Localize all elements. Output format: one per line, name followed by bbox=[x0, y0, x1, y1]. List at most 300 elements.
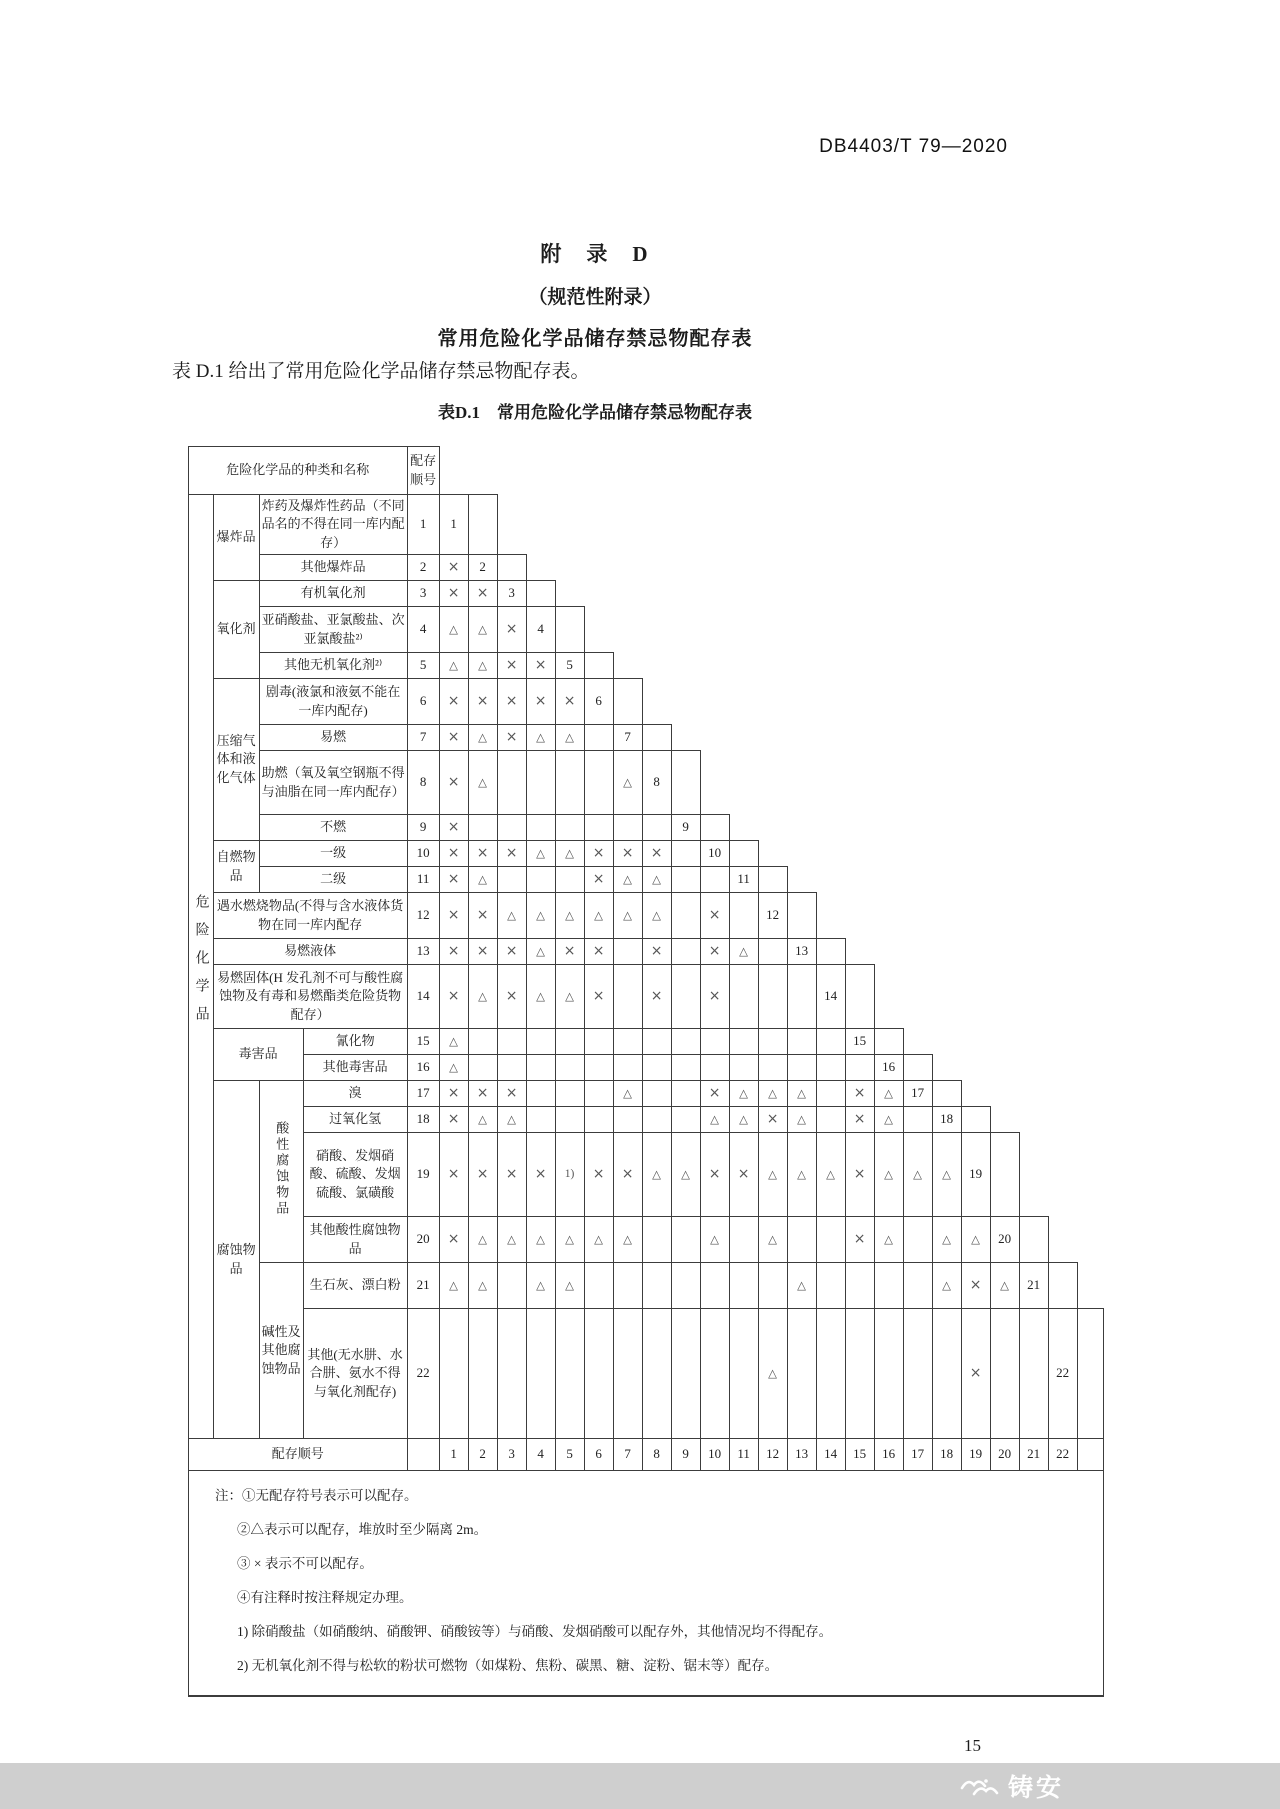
step-cell bbox=[961, 1107, 990, 1133]
matrix-cell: × bbox=[497, 1133, 526, 1217]
matrix-cell: △ bbox=[555, 1263, 584, 1309]
matrix-cell: × bbox=[613, 841, 642, 867]
footer-strip bbox=[0, 1763, 1280, 1809]
diagonal-cell: 18 bbox=[932, 1107, 961, 1133]
category-cell: 不燃 bbox=[259, 815, 407, 841]
matrix-cell: × bbox=[468, 1081, 497, 1107]
matrix-cell: △ bbox=[903, 1133, 932, 1217]
table-note: 2) 无机氧化剂不得与松软的粉状可燃物（如煤粉、焦粉、碳黑、糖、淀粉、锯末等）配存。 bbox=[237, 1658, 779, 1673]
matrix-cell: △ bbox=[729, 1107, 758, 1133]
matrix-cell bbox=[497, 1309, 526, 1439]
matrix-cell: × bbox=[584, 867, 613, 893]
matrix-cell: △ bbox=[439, 1263, 468, 1309]
diagonal-cell: 20 bbox=[990, 1217, 1019, 1263]
table-note: 注：①无配存符号表示可以配存。 bbox=[215, 1488, 418, 1503]
matrix-cell bbox=[729, 1309, 758, 1439]
matrix-cell bbox=[584, 815, 613, 841]
matrix-cell bbox=[758, 1029, 787, 1055]
matrix-cell bbox=[700, 1309, 729, 1439]
matrix-cell bbox=[613, 1055, 642, 1081]
footer-number-cell: 18 bbox=[932, 1439, 961, 1471]
matrix-cell: 1) bbox=[555, 1133, 584, 1217]
matrix-cell bbox=[845, 1055, 874, 1081]
footer-number-cell: 6 bbox=[584, 1439, 613, 1471]
notes-box bbox=[188, 1471, 1104, 1697]
category-cell: 毒害品 bbox=[213, 1029, 303, 1081]
category-cell bbox=[189, 495, 214, 1439]
matrix-cell: △ bbox=[555, 965, 584, 1029]
category-cell: 有机氧化剂 bbox=[259, 581, 407, 607]
step-cell bbox=[845, 965, 874, 1029]
matrix-cell bbox=[584, 725, 613, 751]
matrix-cell: × bbox=[642, 841, 671, 867]
category-cell: 其他爆炸品 bbox=[259, 555, 407, 581]
category-cell: 助燃（氧及氧空钢瓶不得与油脂在同一库内配存） bbox=[259, 751, 407, 815]
matrix-cell: × bbox=[468, 939, 497, 965]
matrix-cell: △ bbox=[642, 1133, 671, 1217]
matrix-cell bbox=[642, 1055, 671, 1081]
matrix-cell: △ bbox=[758, 1217, 787, 1263]
sequence-number-cell: 5 bbox=[407, 653, 439, 679]
footer-number-cell: 14 bbox=[816, 1439, 845, 1471]
matrix-cell bbox=[700, 867, 729, 893]
matrix-cell: △ bbox=[787, 1107, 816, 1133]
step-cell bbox=[555, 607, 584, 653]
sequence-number-cell: 18 bbox=[407, 1107, 439, 1133]
table-note: ②△表示可以配存，堆放时至少隔离 2m。 bbox=[237, 1522, 488, 1537]
diagonal-cell: 8 bbox=[642, 751, 671, 815]
matrix-cell: △ bbox=[874, 1107, 903, 1133]
matrix-cell: △ bbox=[932, 1217, 961, 1263]
matrix-cell bbox=[816, 1081, 845, 1107]
matrix-cell bbox=[526, 815, 555, 841]
matrix-cell bbox=[584, 751, 613, 815]
matrix-cell bbox=[874, 1263, 903, 1309]
matrix-cell: △ bbox=[642, 867, 671, 893]
matrix-cell: △ bbox=[787, 1263, 816, 1309]
category-cell: 炸药及爆炸性药品（不同品名的不得在同一库内配存） bbox=[259, 495, 407, 555]
matrix-cell bbox=[642, 1029, 671, 1055]
matrix-cell bbox=[642, 1217, 671, 1263]
matrix-cell bbox=[671, 893, 700, 939]
appendix-subtitle: （规范性附录） bbox=[528, 287, 662, 308]
sequence-number-cell: 16 bbox=[407, 1055, 439, 1081]
matrix-cell: × bbox=[439, 581, 468, 607]
matrix-cell: △ bbox=[497, 1217, 526, 1263]
matrix-cell: △ bbox=[439, 653, 468, 679]
matrix-cell: △ bbox=[468, 1263, 497, 1309]
matrix-cell bbox=[671, 965, 700, 1029]
table-wrap bbox=[188, 446, 1104, 1697]
step-cell bbox=[642, 725, 671, 751]
matrix-cell: × bbox=[700, 1133, 729, 1217]
sequence-number-cell: 2 bbox=[407, 555, 439, 581]
matrix-cell bbox=[613, 939, 642, 965]
matrix-cell bbox=[787, 965, 816, 1029]
matrix-cell: × bbox=[584, 841, 613, 867]
matrix-cell bbox=[584, 1263, 613, 1309]
category-cell: 自燃物品 bbox=[213, 841, 259, 893]
matrix-cell bbox=[758, 939, 787, 965]
sequence-number-cell: 15 bbox=[407, 1029, 439, 1055]
matrix-cell bbox=[816, 1217, 845, 1263]
matrix-cell: △ bbox=[584, 1217, 613, 1263]
matrix-cell bbox=[555, 1309, 584, 1439]
matrix-cell bbox=[787, 1055, 816, 1081]
sequence-number-cell: 9 bbox=[407, 815, 439, 841]
storage-sequence-header: 配存顺号 bbox=[407, 447, 439, 495]
matrix-cell bbox=[497, 815, 526, 841]
category-cell: 氧化剂 bbox=[213, 581, 259, 679]
table-note: ④有注释时按注释规定办理。 bbox=[237, 1590, 413, 1605]
matrix-cell: △ bbox=[642, 893, 671, 939]
matrix-cell: × bbox=[439, 893, 468, 939]
step-cell bbox=[787, 893, 816, 939]
category-cell: 亚硝酸盐、亚氯酸盐、次亚氯酸盐²⁾ bbox=[259, 607, 407, 653]
diagonal-cell: 17 bbox=[903, 1081, 932, 1107]
species-name-header: 危险化学品的种类和名称 bbox=[189, 447, 408, 495]
matrix-cell: × bbox=[439, 725, 468, 751]
matrix-cell: × bbox=[526, 1133, 555, 1217]
matrix-cell: × bbox=[700, 965, 729, 1029]
footer-number-cell: 1 bbox=[439, 1439, 468, 1471]
matrix-cell bbox=[903, 1309, 932, 1439]
category-cell: 易燃 bbox=[259, 725, 407, 751]
category-cell: 硝酸、发烟硝酸、硫酸、发烟硫酸、氯磺酸 bbox=[303, 1133, 407, 1217]
step-cell bbox=[1077, 1439, 1103, 1471]
matrix-cell: × bbox=[497, 607, 526, 653]
matrix-cell: △ bbox=[758, 1081, 787, 1107]
category-cell: 易燃液体 bbox=[213, 939, 407, 965]
matrix-cell bbox=[671, 1081, 700, 1107]
matrix-cell bbox=[729, 893, 758, 939]
matrix-cell bbox=[526, 1081, 555, 1107]
matrix-cell: × bbox=[468, 841, 497, 867]
matrix-cell bbox=[468, 1309, 497, 1439]
matrix-cell bbox=[758, 1055, 787, 1081]
matrix-cell bbox=[468, 1029, 497, 1055]
footer-number-cell: 4 bbox=[526, 1439, 555, 1471]
matrix-cell bbox=[845, 1309, 874, 1439]
matrix-cell bbox=[555, 815, 584, 841]
matrix-cell: △ bbox=[700, 1217, 729, 1263]
matrix-cell: × bbox=[642, 939, 671, 965]
matrix-cell: △ bbox=[526, 939, 555, 965]
matrix-cell bbox=[729, 1263, 758, 1309]
matrix-cell: △ bbox=[526, 841, 555, 867]
matrix-cell: × bbox=[439, 751, 468, 815]
footer-number-cell: 3 bbox=[497, 1439, 526, 1471]
matrix-cell bbox=[584, 1055, 613, 1081]
matrix-cell bbox=[584, 1107, 613, 1133]
matrix-cell: △ bbox=[671, 1133, 700, 1217]
matrix-cell bbox=[613, 1309, 642, 1439]
matrix-cell: × bbox=[497, 725, 526, 751]
matrix-cell: △ bbox=[613, 751, 642, 815]
matrix-cell bbox=[642, 1081, 671, 1107]
matrix-cell bbox=[816, 1309, 845, 1439]
sequence-number-cell: 10 bbox=[407, 841, 439, 867]
step-cell bbox=[990, 1133, 1019, 1217]
matrix-cell: × bbox=[845, 1217, 874, 1263]
matrix-cell bbox=[990, 1309, 1019, 1439]
matrix-cell: × bbox=[439, 1107, 468, 1133]
footer-number-cell: 21 bbox=[1019, 1439, 1048, 1471]
matrix-cell: △ bbox=[613, 1081, 642, 1107]
matrix-cell: × bbox=[584, 1133, 613, 1217]
matrix-cell: △ bbox=[874, 1081, 903, 1107]
table-caption: 表D.1 常用危险化学品储存禁忌物配存表 bbox=[437, 403, 753, 422]
matrix-cell bbox=[497, 1029, 526, 1055]
step-cell bbox=[613, 679, 642, 725]
matrix-cell: △ bbox=[497, 893, 526, 939]
category-cell: 碱性及其他腐蚀物品 bbox=[259, 1263, 303, 1439]
step-cell bbox=[1077, 1309, 1103, 1439]
brand-watermark: 铸安 bbox=[1007, 1775, 1064, 1802]
sequence-number-cell: 3 bbox=[407, 581, 439, 607]
matrix-cell bbox=[613, 1263, 642, 1309]
table-note: 1) 除硝酸盐（如硝酸纳、硝酸钾、硝酸铵等）与硝酸、发烟硝酸可以配存外，其他情况均不得配存。 bbox=[237, 1624, 833, 1639]
matrix-cell: △ bbox=[613, 1217, 642, 1263]
matrix-cell: × bbox=[497, 841, 526, 867]
diagonal-cell: 14 bbox=[816, 965, 845, 1029]
matrix-cell bbox=[729, 965, 758, 1029]
footer-number-cell: 20 bbox=[990, 1439, 1019, 1471]
matrix-cell: △ bbox=[468, 751, 497, 815]
category-cell: 其他无机氧化剂²⁾ bbox=[259, 653, 407, 679]
matrix-cell: × bbox=[439, 1217, 468, 1263]
matrix-cell: △ bbox=[555, 841, 584, 867]
matrix-cell bbox=[874, 1309, 903, 1439]
sequence-number-cell: 12 bbox=[407, 893, 439, 939]
matrix-cell: × bbox=[497, 1081, 526, 1107]
category-cell: 遇水燃烧物品(不得与含水液体货物在同一库内配存 bbox=[213, 893, 407, 939]
footer-number-cell: 19 bbox=[961, 1439, 990, 1471]
matrix-cell: × bbox=[961, 1263, 990, 1309]
matrix-cell: × bbox=[845, 1133, 874, 1217]
matrix-cell: × bbox=[845, 1081, 874, 1107]
step-cell bbox=[526, 581, 555, 607]
matrix-cell: × bbox=[468, 581, 497, 607]
matrix-cell: × bbox=[584, 965, 613, 1029]
birds-logo-icon bbox=[960, 1772, 1000, 1800]
matrix-cell: △ bbox=[526, 893, 555, 939]
diagonal-cell: 21 bbox=[1019, 1263, 1048, 1309]
vertical-label: 酸性腐蚀物品 bbox=[274, 1120, 290, 1217]
matrix-cell: × bbox=[468, 893, 497, 939]
category-cell: 氰化物 bbox=[303, 1029, 407, 1055]
matrix-cell bbox=[584, 1309, 613, 1439]
matrix-cell bbox=[526, 1309, 555, 1439]
footer-number-cell: 17 bbox=[903, 1439, 932, 1471]
matrix-cell: △ bbox=[468, 867, 497, 893]
page-number: 15 bbox=[964, 1736, 981, 1755]
matrix-cell bbox=[671, 1107, 700, 1133]
category-cell: 剧毒(液氯和液氨不能在一库内配存) bbox=[259, 679, 407, 725]
step-cell bbox=[816, 939, 845, 965]
matrix-cell: △ bbox=[758, 1309, 787, 1439]
matrix-cell bbox=[758, 965, 787, 1029]
standard-number: DB4403/T 79—2020 bbox=[819, 136, 1008, 157]
matrix-cell bbox=[671, 1029, 700, 1055]
matrix-cell: △ bbox=[584, 893, 613, 939]
step-cell bbox=[758, 867, 787, 893]
matrix-cell bbox=[700, 1055, 729, 1081]
category-cell: 压缩气体和液化气体 bbox=[213, 679, 259, 841]
matrix-cell: × bbox=[845, 1107, 874, 1133]
matrix-cell bbox=[555, 751, 584, 815]
matrix-cell: △ bbox=[468, 607, 497, 653]
matrix-cell: △ bbox=[468, 965, 497, 1029]
step-cell bbox=[932, 1081, 961, 1107]
matrix-cell: △ bbox=[526, 1217, 555, 1263]
appendix-title: 附 录 D bbox=[540, 242, 650, 266]
step-cell bbox=[1019, 1217, 1048, 1263]
matrix-cell: △ bbox=[816, 1133, 845, 1217]
step-cell bbox=[903, 1055, 932, 1081]
compat-table bbox=[188, 446, 1104, 1471]
diagonal-cell: 15 bbox=[845, 1029, 874, 1055]
matrix-cell: △ bbox=[439, 1029, 468, 1055]
matrix-cell: △ bbox=[961, 1217, 990, 1263]
step-cell bbox=[729, 841, 758, 867]
matrix-cell bbox=[903, 1217, 932, 1263]
matrix-cell bbox=[497, 1263, 526, 1309]
matrix-cell bbox=[642, 1107, 671, 1133]
matrix-cell bbox=[526, 751, 555, 815]
matrix-cell: △ bbox=[555, 893, 584, 939]
vertical-label: 危险化学品 bbox=[193, 893, 209, 1034]
table-note: ③ × 表示不可以配存。 bbox=[237, 1556, 373, 1571]
matrix-cell: × bbox=[700, 893, 729, 939]
diagonal-cell: 11 bbox=[729, 867, 758, 893]
matrix-cell bbox=[642, 815, 671, 841]
step-cell bbox=[874, 1029, 903, 1055]
matrix-cell: × bbox=[468, 679, 497, 725]
matrix-cell: △ bbox=[468, 1217, 497, 1263]
sequence-number-cell: 21 bbox=[407, 1263, 439, 1309]
diagonal-cell: 7 bbox=[613, 725, 642, 751]
matrix-cell: △ bbox=[874, 1217, 903, 1263]
footer-number-cell: 5 bbox=[555, 1439, 584, 1471]
matrix-cell: × bbox=[758, 1107, 787, 1133]
step-cell bbox=[700, 815, 729, 841]
matrix-cell bbox=[671, 1309, 700, 1439]
matrix-cell: × bbox=[961, 1309, 990, 1439]
matrix-cell: × bbox=[497, 679, 526, 725]
diagonal-cell: 10 bbox=[700, 841, 729, 867]
appendix-name: 常用危险化学品储存禁忌物配存表 bbox=[437, 328, 753, 350]
matrix-cell bbox=[439, 1309, 468, 1439]
matrix-cell: △ bbox=[729, 939, 758, 965]
category-cell: 其他毒害品 bbox=[303, 1055, 407, 1081]
matrix-cell bbox=[729, 1055, 758, 1081]
footer-seq-blank bbox=[407, 1439, 439, 1471]
diagonal-cell: 3 bbox=[497, 581, 526, 607]
category-cell: 溴 bbox=[303, 1081, 407, 1107]
matrix-cell bbox=[497, 751, 526, 815]
sequence-number-cell: 14 bbox=[407, 965, 439, 1029]
matrix-cell bbox=[932, 1309, 961, 1439]
sequence-number-cell: 19 bbox=[407, 1133, 439, 1217]
matrix-cell bbox=[526, 867, 555, 893]
matrix-cell bbox=[468, 1055, 497, 1081]
diagonal-cell: 12 bbox=[758, 893, 787, 939]
footer-number-cell: 11 bbox=[729, 1439, 758, 1471]
matrix-cell: × bbox=[439, 965, 468, 1029]
matrix-cell bbox=[555, 1029, 584, 1055]
step-cell bbox=[497, 555, 526, 581]
footer-number-cell: 12 bbox=[758, 1439, 787, 1471]
matrix-cell bbox=[816, 1029, 845, 1055]
category-cell: 生石灰、漂白粉 bbox=[303, 1263, 407, 1309]
sequence-number-cell: 22 bbox=[407, 1309, 439, 1439]
matrix-cell bbox=[903, 1263, 932, 1309]
matrix-cell: × bbox=[439, 679, 468, 725]
matrix-cell: × bbox=[439, 841, 468, 867]
footer-number-cell: 2 bbox=[468, 1439, 497, 1471]
matrix-cell: × bbox=[642, 965, 671, 1029]
matrix-cell: × bbox=[700, 1081, 729, 1107]
matrix-cell: △ bbox=[468, 725, 497, 751]
diagonal-cell: 2 bbox=[468, 555, 497, 581]
matrix-cell bbox=[613, 965, 642, 1029]
sequence-number-cell: 11 bbox=[407, 867, 439, 893]
matrix-cell bbox=[729, 1029, 758, 1055]
matrix-cell bbox=[671, 1055, 700, 1081]
step-cell bbox=[1048, 1263, 1077, 1309]
matrix-cell: △ bbox=[787, 1133, 816, 1217]
matrix-cell: × bbox=[497, 939, 526, 965]
footer-number-cell: 13 bbox=[787, 1439, 816, 1471]
diagonal-cell: 9 bbox=[671, 815, 700, 841]
matrix-cell bbox=[613, 1107, 642, 1133]
matrix-cell: × bbox=[497, 653, 526, 679]
category-cell: 二级 bbox=[259, 867, 407, 893]
matrix-cell bbox=[758, 1263, 787, 1309]
matrix-cell: × bbox=[439, 1081, 468, 1107]
matrix-cell bbox=[787, 1309, 816, 1439]
matrix-cell: △ bbox=[526, 1263, 555, 1309]
category-cell: 一级 bbox=[259, 841, 407, 867]
footer-number-cell: 15 bbox=[845, 1439, 874, 1471]
sequence-number-cell: 8 bbox=[407, 751, 439, 815]
category-cell: 其他酸性腐蚀物品 bbox=[303, 1217, 407, 1263]
matrix-cell bbox=[845, 1263, 874, 1309]
step-cell bbox=[584, 653, 613, 679]
matrix-cell: × bbox=[439, 867, 468, 893]
matrix-cell: × bbox=[613, 1133, 642, 1217]
footer-number-cell: 8 bbox=[642, 1439, 671, 1471]
matrix-cell bbox=[787, 1217, 816, 1263]
matrix-cell bbox=[555, 1055, 584, 1081]
matrix-cell: × bbox=[729, 1133, 758, 1217]
matrix-cell bbox=[526, 1055, 555, 1081]
matrix-cell: △ bbox=[729, 1081, 758, 1107]
matrix-cell bbox=[1019, 1309, 1048, 1439]
matrix-cell bbox=[700, 1029, 729, 1055]
matrix-cell: × bbox=[468, 1133, 497, 1217]
matrix-cell: × bbox=[439, 555, 468, 581]
matrix-cell: × bbox=[526, 679, 555, 725]
matrix-cell: △ bbox=[468, 1107, 497, 1133]
step-cell bbox=[468, 495, 497, 555]
matrix-cell: × bbox=[497, 965, 526, 1029]
matrix-cell bbox=[671, 867, 700, 893]
diagonal-cell: 1 bbox=[439, 495, 468, 555]
matrix-cell bbox=[700, 1263, 729, 1309]
matrix-cell: △ bbox=[526, 725, 555, 751]
